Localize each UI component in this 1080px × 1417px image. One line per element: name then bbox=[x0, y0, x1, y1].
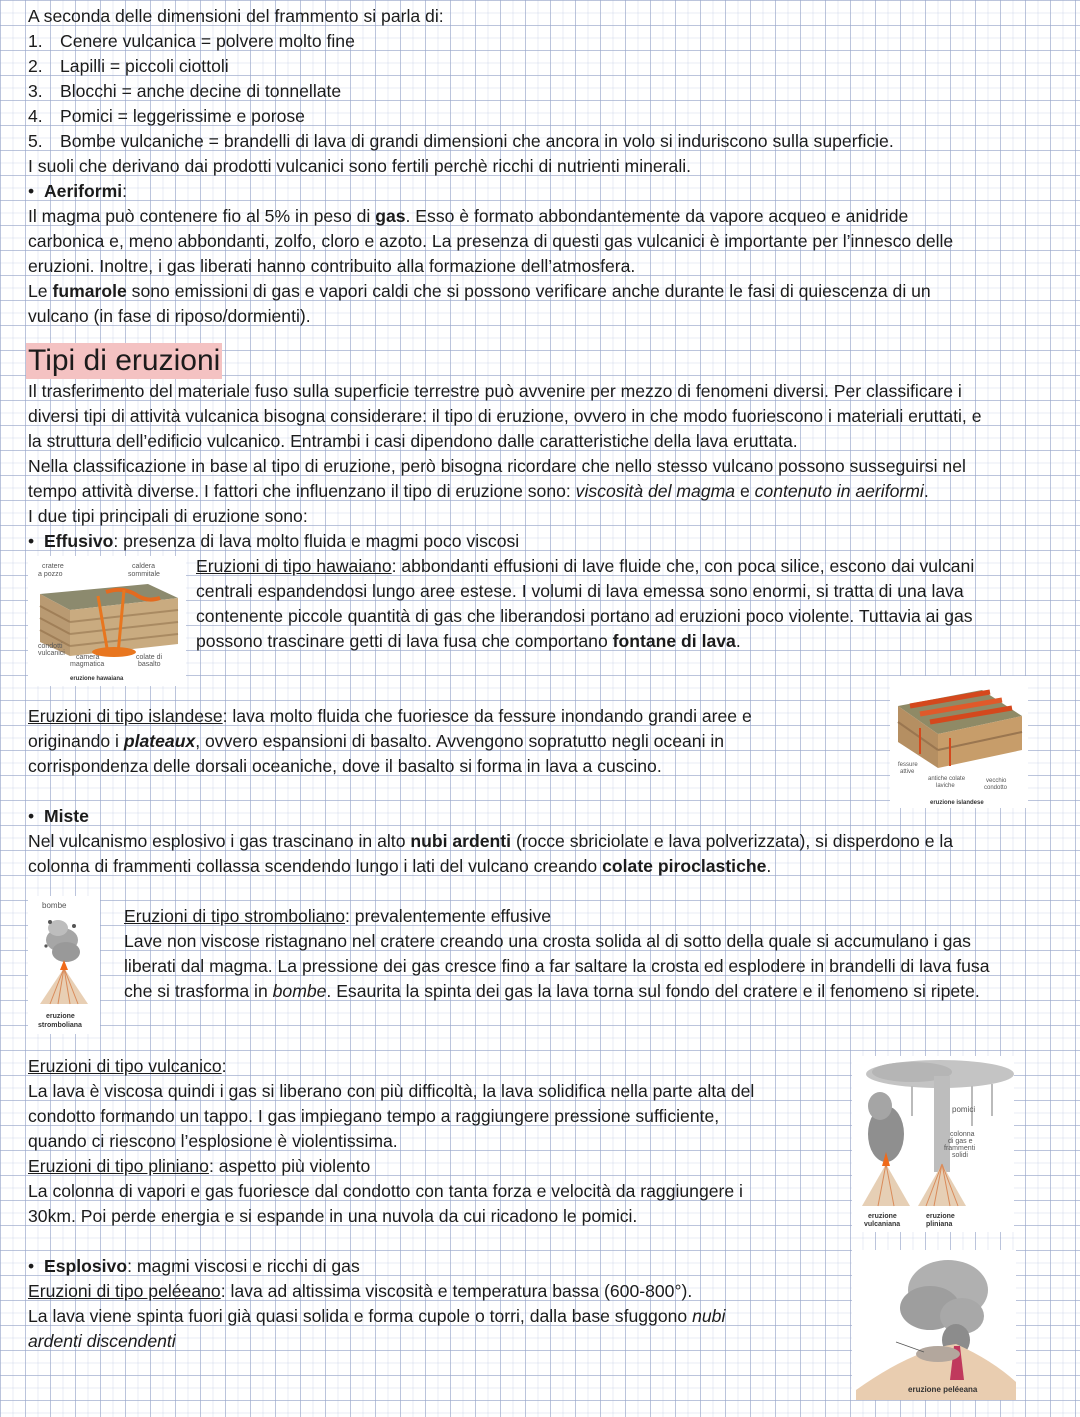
aeriformi-heading: • Aeriformi: bbox=[28, 181, 128, 201]
miste-heading: • Miste bbox=[28, 806, 89, 826]
soils-text: I suoli che derivano dai prodotti vulcanici sono fertili perchè ricchi di nutrienti minerali. bbox=[28, 156, 692, 176]
hawaiano-line: possono trascinare getti di lava fusa che comportano fontane di lava. bbox=[196, 631, 741, 651]
svg-text:colonna: colonna bbox=[950, 1131, 975, 1138]
strombolian-eruption-figure bbox=[28, 896, 100, 1034]
section-heading: Tipi di eruzioni bbox=[28, 344, 221, 377]
islandese-line: corrispondenza delle dorsali oceaniche, dove il basalto si forma in lava a cuscino. bbox=[28, 756, 662, 776]
aeriformi-line: eruzioni. Inoltre, i gas liberati hanno contribuito alla formazione dell’atmosfera. bbox=[28, 256, 636, 276]
svg-text:condotto: condotto bbox=[984, 785, 1008, 791]
svg-text:magmatica: magmatica bbox=[70, 661, 105, 668]
svg-text:cratere: cratere bbox=[42, 563, 64, 570]
esplosivo-heading: • Esplosivo: magmi viscosi e ricchi di gas bbox=[28, 1256, 360, 1276]
vulcanico-line: La lava è viscosa quindi i gas si liberano con più difficoltà, la lava solidifica nella parte alta del bbox=[28, 1081, 755, 1101]
list-item: 1. Cenere vulcanica = polvere molto fine bbox=[28, 31, 355, 51]
fumarole-line: Le fumarole sono emissioni di gas e vapori caldi che si possono verificare anche durante le fasi di quiescenza di un bbox=[28, 281, 931, 301]
stromboliano-line: liberati dal magma. La pressione dei gas cresce fino a far saltare la crosta ed esplodere in brandelli di lava fusa bbox=[124, 956, 990, 976]
svg-text:vulcaniana: vulcaniana bbox=[864, 1221, 901, 1228]
miste-line: colonna di frammenti collassa scendendo lungo i lati del vulcano creando colate piroclastiche. bbox=[28, 856, 772, 876]
svg-text:bombe: bombe bbox=[42, 901, 67, 910]
svg-text:eruzione islandese: eruzione islandese bbox=[930, 800, 984, 806]
fumarole-line: vulcano (in fase di riposo/dormienti). bbox=[28, 306, 311, 326]
stromboliano-line: che si trasforma in bombe. Esaurita la spinta dei gas la lava torna sul fondo del cratere e il fenomeno si ripete. bbox=[124, 981, 980, 1001]
list-item: 4. Pomici = leggerissime e porose bbox=[28, 106, 305, 126]
hawaiian-eruption-figure bbox=[28, 556, 186, 686]
svg-text:eruzione hawaiana: eruzione hawaiana bbox=[70, 676, 124, 682]
paragraph-line: diversi tipi di attività vulcanica bisogna considerare: il tipo di eruzione, ovvero in che modo fuoriescono i materiali eruttati, e bbox=[28, 406, 982, 426]
svg-text:ardente: ardente bbox=[858, 1335, 886, 1344]
aeriformi-line: carbonica e, meno abbondanti, zolfo, cloro e azoto. La presenza di questi gas vulcanici è importante per l’innesco delle bbox=[28, 231, 954, 251]
pliniano-line: La colonna di vapori e gas fuoriesce dal condotto con tanta forza e velocità da raggiungere i bbox=[28, 1181, 743, 1201]
svg-text:a pozzo: a pozzo bbox=[38, 571, 63, 578]
paragraph-line: Il trasferimento del materiale fuso sulla superficie terrestre può avvenire per mezzo di fenomeni diversi. Per classificare i bbox=[28, 381, 962, 401]
svg-text:frammenti: frammenti bbox=[944, 1145, 976, 1152]
list-item: 5. Bombe vulcaniche = brandelli di lava di grandi dimensioni che ancora in volo si induriscono sulla superficie. bbox=[28, 131, 894, 151]
islandese-line: originando i plateaux, ovvero espansioni di basalto. Avvengono sopratutto negli oceani in bbox=[28, 731, 725, 751]
list-item: 3. Blocchi = anche decine di tonnellate bbox=[28, 81, 342, 101]
hawaiano-line: Eruzioni di tipo hawaiano: abbondanti effusioni di lave fluide che, con poca silice, escono dai vulcani bbox=[196, 556, 975, 576]
svg-text:pomici: pomici bbox=[952, 1105, 976, 1114]
svg-text:camera: camera bbox=[76, 654, 100, 661]
vulcanico-line: quando ci riescono l’esplosione è violentissima. bbox=[28, 1131, 398, 1151]
svg-text:pliniana: pliniana bbox=[926, 1221, 953, 1228]
icelandic-eruption-figure bbox=[890, 676, 1028, 808]
svg-text:caldera: caldera bbox=[132, 563, 155, 570]
svg-text:basalto: basalto bbox=[138, 661, 161, 668]
svg-text:eruzione: eruzione bbox=[46, 1013, 75, 1020]
svg-text:vulcanici: vulcanici bbox=[38, 650, 65, 657]
vulcanian-plinian-figure bbox=[852, 1056, 1014, 1232]
svg-text:eruzione peléeana: eruzione peléeana bbox=[908, 1385, 978, 1394]
paragraph-line: la struttura dell’edificio vulcanico. Entrambi i casi dipendono dalle caratteristiche della lava eruttata. bbox=[28, 431, 798, 451]
svg-text:antiche colate: antiche colate bbox=[928, 776, 966, 782]
stromboliano-line: Lave non viscose ristagnano nel cratere creando una crosta solida al di sotto della quale si accumulano i gas bbox=[124, 931, 971, 951]
list-item: 2. Lapilli = piccoli ciottoli bbox=[28, 56, 229, 76]
svg-text:vecchio: vecchio bbox=[986, 778, 1007, 784]
miste-line: Nel vulcanismo esplosivo i gas trascinano in alto nubi ardenti (rocce sbriciolate e lava polverizzata), si disperdono e la bbox=[28, 831, 954, 851]
svg-text:attive: attive bbox=[900, 769, 915, 775]
svg-text:eruzione: eruzione bbox=[926, 1213, 955, 1220]
peleeano-line: ardenti discendenti bbox=[28, 1331, 176, 1351]
svg-text:colate di: colate di bbox=[136, 654, 163, 661]
pliniano-line: Eruzioni di tipo pliniano: aspetto più violento bbox=[28, 1156, 371, 1176]
svg-text:eruzione: eruzione bbox=[868, 1213, 897, 1220]
svg-text:nube: nube bbox=[866, 1325, 884, 1334]
hawaiano-line: contenente piccole quantità di gas che liberandosi portano ad eruzioni poco violente. Tuttavia ai gas bbox=[196, 606, 973, 626]
vulcanico-line: condotto formando un tappo. I gas impiegano tempo a raggiungere pressione sufficiente, bbox=[28, 1106, 720, 1126]
svg-text:laviche: laviche bbox=[936, 783, 955, 789]
peleeano-line: La lava viene spinta fuori già quasi solida e forma cupole o torri, dalla base sfuggono nubi bbox=[28, 1306, 726, 1326]
svg-text:fessure: fessure bbox=[898, 762, 918, 768]
paragraph-line: Nella classificazione in base al tipo di eruzione, però bisogna ricordare che nello stesso vulcano possono susseguirsi nel bbox=[28, 456, 966, 476]
paragraph-line: I due tipi principali di eruzione sono: bbox=[28, 506, 308, 526]
pelean-eruption-figure bbox=[852, 1250, 1016, 1400]
vulcanico-line: Eruzioni di tipo vulcanico: bbox=[28, 1056, 227, 1076]
svg-text:solidi: solidi bbox=[952, 1152, 968, 1159]
paragraph-line: tempo attività diverse. I fattori che influenzano il tipo di eruzione sono: viscosità del magma e contenuto in aeriformi. bbox=[28, 481, 929, 501]
islandese-line: Eruzioni di tipo islandese: lava molto fluida che fuoriesce da fessure inondando grandi aree e bbox=[28, 706, 752, 726]
svg-text:condotti: condotti bbox=[38, 643, 63, 650]
peleeano-line: Eruzioni di tipo peléeano: lava ad altissima viscosità e temperatura bassa (600-800°). bbox=[28, 1281, 693, 1301]
stromboliano-line: Eruzioni di tipo stromboliano: prevalentemente effusive bbox=[124, 906, 552, 926]
svg-text:di gas e: di gas e bbox=[948, 1138, 973, 1145]
svg-text:sommitale: sommitale bbox=[128, 571, 160, 578]
aeriformi-line: Il magma può contenere fio al 5% in peso di gas. Esso è formato abbondantemente da vapore acqueo e anidride bbox=[28, 206, 909, 226]
intro-text: A seconda delle dimensioni del frammento si parla di: bbox=[28, 6, 444, 26]
svg-text:stromboliana: stromboliana bbox=[38, 1022, 82, 1029]
effusivo-heading: • Effusivo: presenza di lava molto fluida e magmi poco viscosi bbox=[28, 531, 520, 551]
hawaiano-line: centrali espandendosi lungo aree estese. I volumi di lava emessa sono enormi, si tratta di una lava bbox=[196, 581, 964, 601]
pliniano-line: 30km. Poi perde energia e si espande in una nuvola da cui ricadono le pomici. bbox=[28, 1206, 638, 1226]
